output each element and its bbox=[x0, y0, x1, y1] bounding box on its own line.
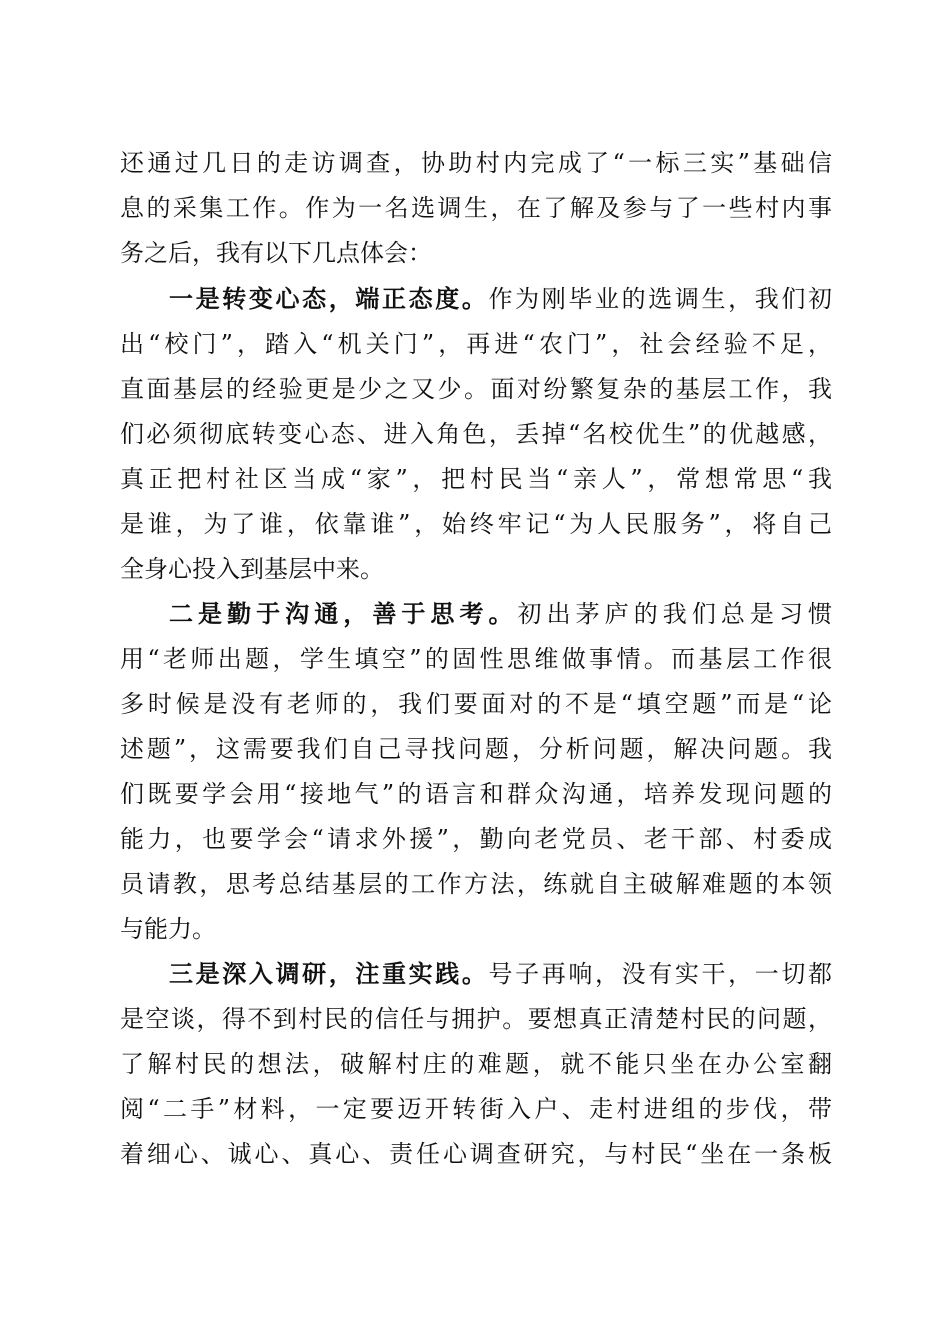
point1-line: 真正把村社区当成“家”，把村民当“亲人”，常想常思“我 bbox=[120, 465, 832, 493]
point2-line: 能力，也要学会“请求外援”，勤向老党员、老干部、村委成 bbox=[120, 825, 832, 853]
point2-line: 多时候是没有老师的，我们要面对的不是“填空题”而是“论 bbox=[120, 690, 832, 718]
point3-first-line bbox=[169, 959, 832, 989]
intro-line: 息的采集工作。作为一名选调生，在了解及参与了一些村内事 bbox=[120, 194, 832, 222]
point3-line: 着细心、诚心、真心、责任心调查研究，与村民“坐在一条板 bbox=[120, 1140, 832, 1168]
point2-line: 员请教，思考总结基层的工作方法，练就自主破解难题的本领 bbox=[120, 870, 832, 898]
point3-line: 阅“二手”材料，一定要迈开转街入户、走村进组的步伐，带 bbox=[120, 1095, 832, 1123]
intro-line: 务之后，我有以下几点体会： bbox=[120, 239, 432, 267]
point2-line: 与能力。 bbox=[120, 915, 216, 943]
point3-first-line-text: 号子再响，没有实干，一切都 bbox=[488, 960, 832, 988]
point2-line: 述题”，这需要我们自己寻找问题，分析问题，解决问题。我 bbox=[120, 735, 832, 763]
intro-line: 还通过几日的走访调查，协助村内完成了“一标三实”基础信 bbox=[120, 149, 832, 177]
point1-line: 出“校门”，踏入“机关门”，再进“农门”，社会经验不足， bbox=[120, 330, 832, 358]
point3-line: 是空谈，得不到村民的信任与拥护。要想真正清楚村民的问题， bbox=[120, 1005, 832, 1033]
point1-line: 是谁，为了谁，依靠谁”，始终牢记“为人民服务”，将自己 bbox=[120, 510, 832, 538]
point1-line: 全身心投入到基层中来。 bbox=[120, 555, 384, 583]
point2-line: 们既要学会用“接地气”的语言和群众沟通，培养发现问题的 bbox=[120, 780, 832, 808]
point2-first-line-text: 初出茅庐的我们总是习惯 bbox=[517, 600, 833, 628]
point1-first-line-text: 作为刚毕业的选调生，我们初 bbox=[488, 285, 832, 313]
point2-first-line bbox=[169, 599, 832, 629]
point3-line: 了解村民的想法，破解村庄的难题，就不能只坐在办公室翻 bbox=[120, 1050, 832, 1078]
point1-first-line bbox=[169, 284, 832, 314]
point2-heading: 二是勤于沟通，善于思考。 bbox=[169, 599, 518, 628]
point3-heading: 三是深入调研，注重实践。 bbox=[169, 959, 489, 988]
point1-heading: 一是转变心态，端正态度。 bbox=[169, 284, 489, 313]
point1-line: 直面基层的经验更是少之又少。面对纷繁复杂的基层工作，我 bbox=[120, 375, 832, 403]
point2-line: 用“老师出题，学生填空”的固性思维做事情。而基层工作很 bbox=[120, 645, 832, 673]
point1-line: 们必须彻底转变心态、进入角色，丢掉“名校优生”的优越感， bbox=[120, 420, 832, 448]
